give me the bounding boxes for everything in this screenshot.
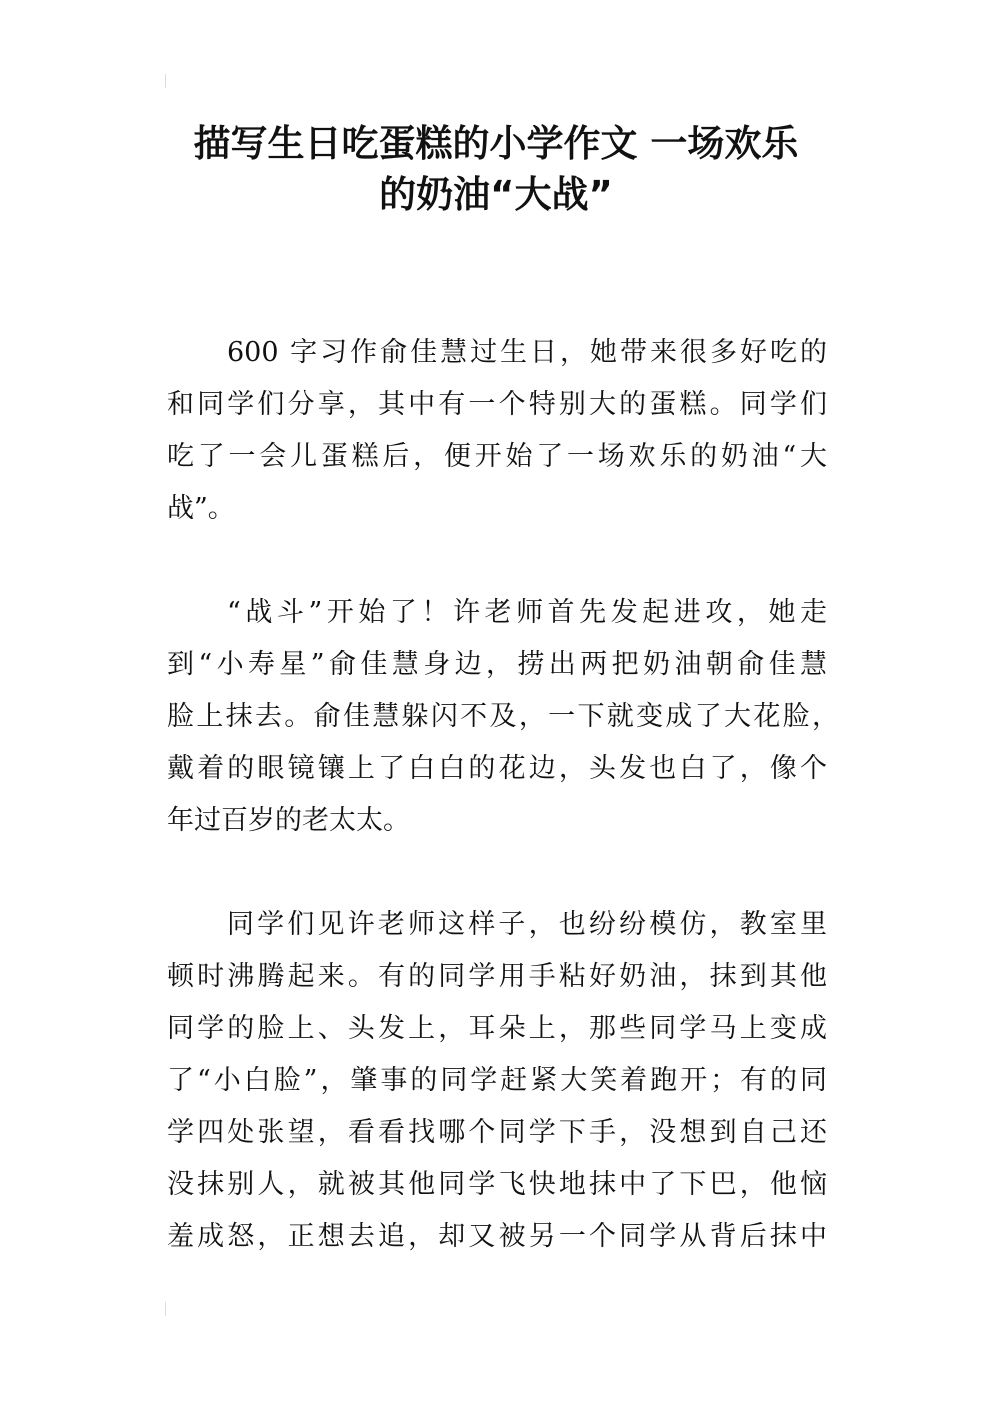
text-line: 戴着的眼镜镶上了白白的花边，头发也白了，像个 xyxy=(167,753,827,784)
text-line: 到“小寿星”俞佳慧身边，捞出两把奶油朝俞佳慧 xyxy=(167,649,827,680)
page-corner-mark xyxy=(165,74,166,88)
text-line: 羞成怒，正想去追，却又被另一个同学从背后抹中 xyxy=(167,1221,827,1252)
page-corner-mark xyxy=(165,1302,166,1316)
text-line: 战”。 xyxy=(167,493,235,524)
text-line: 了“小白脸”，肇事的同学赶紧大笑着跑开；有的同 xyxy=(167,1065,827,1096)
title-line: 描写生日吃蛋糕的小学作文 一场欢乐 xyxy=(193,122,799,165)
text-line: 同学的脸上、头发上，耳朵上，那些同学马上变成 xyxy=(167,1013,827,1044)
text-line: 和同学们分享，其中有一个特别大的蛋糕。同学们 xyxy=(167,389,827,420)
title-line: 的奶油“大战” xyxy=(379,173,613,216)
text-line: 吃了一会儿蛋糕后，便开始了一场欢乐的奶油“大 xyxy=(167,441,827,472)
text-line: 顿时沸腾起来。有的同学用手粘好奶油，抹到其他 xyxy=(167,961,827,992)
paragraph-1 xyxy=(167,327,827,535)
text-line: “战斗”开始了！许老师首先发起进攻，她走 xyxy=(227,597,827,628)
text-line: 没抹别人，就被其他同学飞快地抹中了下巴，他恼 xyxy=(167,1169,827,1200)
text-line: 年过百岁的老太太。 xyxy=(167,805,410,836)
text-line: 600 字习作俞佳慧过生日，她带来很多好吃的 xyxy=(227,337,827,368)
document-title xyxy=(160,118,832,220)
text-line: 学四处张望，看看找哪个同学下手，没想到自己还 xyxy=(167,1117,827,1148)
paragraph-2 xyxy=(167,587,839,847)
text-line: 脸上抹去。俞佳慧躲闪不及，一下就变成了大花脸， xyxy=(167,701,839,732)
paragraph-3 xyxy=(167,899,827,1263)
text-line: 同学们见许老师这样子，也纷纷模仿，教室里 xyxy=(227,909,827,940)
